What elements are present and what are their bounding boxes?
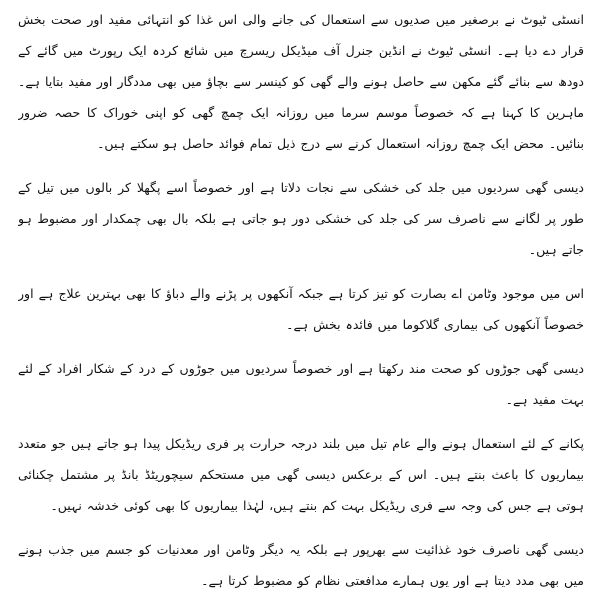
paragraph-skin-hair: دیسی گھی سردیوں میں جلد کی خشکی سے نجات دلاتا ہے اور خصوصاً اسے پگھلا کر بالوں میں تیل کے طور پر لگانے سے ناصرف سر کی جلد کی خشکی دور ہو جاتی ہے بلکہ بال بھی چمکدار اور مضبوط ہو جاتے ہیں۔ xyxy=(18,180,584,257)
paragraph-joints: دیسی گھی جوڑوں کو صحت مند رکھتا ہے اور خصوصاً سردیوں میں جوڑوں کے درد کے شکار افراد کے لئے بہت مفید ہے۔ xyxy=(18,361,584,407)
paragraph-immunity: دیسی گھی ناصرف خود غذائیت سے بھرپور ہے بلکہ یہ دیگر وٹامن اور معدنیات کو جسم میں جذب ہونے میں بھی مدد دیتا ہے اور یوں ہمارے مدافعتی نظام کو مضبوط کرتا ہے۔ xyxy=(18,542,584,588)
article-body xyxy=(18,0,584,600)
paragraph-eyesight: اس میں موجود وٹامن اے بصارت کو تیز کرتا ہے جبکہ آنکھوں پر پڑنے والے دباؤ کا بھی بہترین علاج ہے اور خصوصاً آنکھوں کی بیماری گلاکوما میں فائدہ بخش ہے۔ xyxy=(18,286,584,332)
paragraph-free-radicals: پکانے کے لئے استعمال ہونے والے عام تیل میں بلند درجہ حرارت پر فری ریڈیکل پیدا ہو جاتے ہیں جو متعدد بیماریوں کا باعث بنتے ہیں۔ اس کے برعکس دیسی گھی میں مستحکم سیچوریٹڈ بانڈ پر مشتمل چکنائی ہوتی ہے جس کی وجہ سے فری ریڈیکل بہت کم بنتے ہیں، لہٰذا بیماریوں کا بھی کوئی خدشہ نہیں۔ xyxy=(18,436,584,513)
paragraph-intro: انسٹی ٹیوٹ نے برصغیر میں صدیوں سے استعمال کی جانے والی اس غذا کو انتہائی مفید اور صحت بخش قرار دے دیا ہے۔ انسٹی ٹیوٹ نے انڈین جنرل آف میڈیکل ریسرچ میں شائع کردہ ایک رپورٹ میں گائے کے دودھ سے بنائے گئے مکھن سے حاصل ہونے والے گھی کو کینسر سے بچاؤ میں بھی مددگار اور مفید بتایا ہے۔ ماہرین کا کہنا ہے کہ خصوصاً موسم سرما میں روزانہ ایک چمچ گھی کو اپنی خوراک کا حصہ ضرور بنائیں۔ محض ایک چمچ روزانہ استعمال کرنے سے درج ذیل تمام فوائد حاصل ہو سکتے ہیں۔ xyxy=(18,12,584,151)
